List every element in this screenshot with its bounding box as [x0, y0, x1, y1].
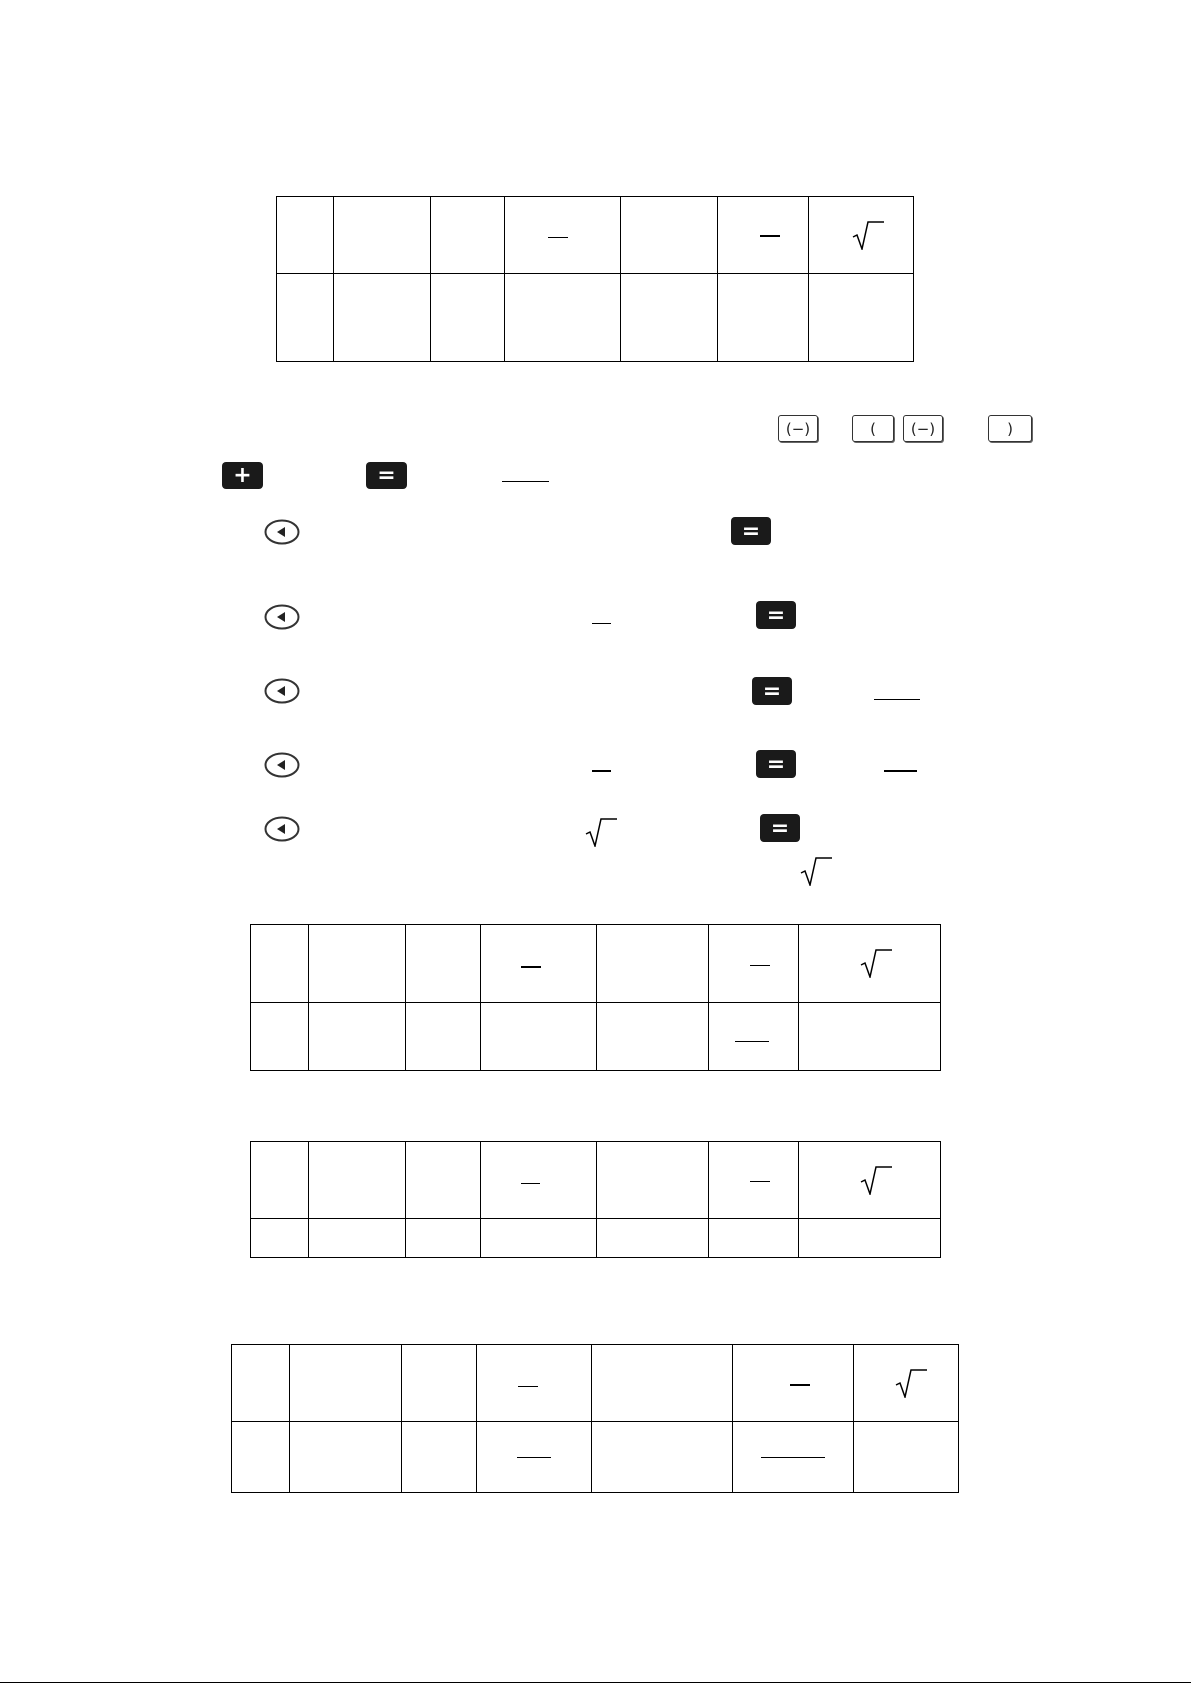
table-3: [250, 1141, 941, 1258]
table-cell: [597, 1219, 709, 1258]
table-cell: [309, 1219, 406, 1258]
table-cell: [709, 1219, 799, 1258]
negative-key-icon: (−): [778, 415, 818, 442]
table-cell: [406, 925, 481, 1003]
table-cell: [232, 1422, 290, 1493]
square-root-icon: [894, 1368, 928, 1398]
square-root-icon: [799, 856, 833, 886]
table-cell: [481, 1219, 597, 1258]
fraction-bar-icon: [735, 1041, 769, 1042]
fraction-bar-icon: [760, 235, 780, 237]
table-4: [231, 1344, 959, 1493]
table-cell: [718, 274, 809, 362]
table-value-row: [277, 274, 914, 362]
table-cell: [597, 1003, 709, 1071]
table-cell: [505, 274, 621, 362]
table-cell: [251, 1142, 309, 1219]
table-cell: [290, 1345, 402, 1422]
table-cell: [402, 1422, 477, 1493]
table-cell: [251, 925, 309, 1003]
table-value-row: [232, 1422, 959, 1493]
table-cell: [277, 274, 334, 362]
left-arrow-key-icon: [264, 604, 300, 630]
table-cell: [251, 1219, 309, 1258]
fraction-bar-icon: [761, 1457, 825, 1458]
table-cell: [309, 1142, 406, 1219]
equals-key-icon: =: [731, 517, 771, 545]
table-cell: [709, 1142, 799, 1219]
fraction-bar-icon: [750, 1181, 770, 1182]
equals-key-icon: =: [756, 750, 796, 778]
fraction-bar-icon: [548, 237, 568, 238]
left-arrow-key-icon: [264, 519, 300, 545]
square-root-icon: [859, 1165, 893, 1195]
table-cell: [481, 1142, 597, 1219]
table-cell: [809, 274, 914, 362]
table-cell: [621, 197, 718, 274]
square-root-icon: [851, 220, 885, 250]
table-cell: [597, 1142, 709, 1219]
fraction-bar-icon: [750, 965, 770, 966]
equals-key-icon: =: [752, 677, 792, 705]
plus-key-icon: +: [222, 462, 263, 489]
table-header-row: [251, 1142, 941, 1219]
fraction-bar-icon: [592, 623, 611, 624]
table-cell: [406, 1219, 481, 1258]
table-cell: [481, 925, 597, 1003]
equals-key-icon: =: [756, 601, 796, 629]
fraction-bar-icon: [874, 699, 920, 700]
table-cell: [290, 1422, 402, 1493]
table-cell: [309, 1003, 406, 1071]
table-cell: [799, 1219, 941, 1258]
table-header-row: [251, 925, 941, 1003]
square-root-icon: [859, 948, 893, 978]
page-bottom-rule: [0, 1682, 1191, 1683]
table-cell: [477, 1345, 592, 1422]
table-cell: [406, 1003, 481, 1071]
left-arrow-key-icon: [264, 752, 300, 778]
negative-key-icon: (−): [903, 415, 943, 442]
close-paren-key-icon: ): [988, 415, 1032, 442]
table-header-row: [232, 1345, 959, 1422]
table-cell: [431, 274, 505, 362]
open-paren-key-icon: (: [852, 415, 894, 442]
fraction-bar-icon: [502, 481, 549, 482]
table-cell: [406, 1142, 481, 1219]
table-cell: [334, 274, 431, 362]
table-cell: [481, 1003, 597, 1071]
table-value-row: [251, 1003, 941, 1071]
table-cell: [402, 1345, 477, 1422]
table-cell: [251, 1003, 309, 1071]
table-cell: [854, 1422, 959, 1493]
table-cell: [592, 1345, 733, 1422]
table-cell: [431, 197, 505, 274]
table-cell: [592, 1422, 733, 1493]
table-cell: [709, 1003, 799, 1071]
fraction-bar-icon: [790, 1384, 810, 1386]
table-cell: [232, 1345, 290, 1422]
table-cell: [505, 197, 621, 274]
fraction-bar-icon: [592, 770, 611, 772]
table-cell: [621, 274, 718, 362]
left-arrow-key-icon: [264, 678, 300, 704]
table-cell: [277, 197, 334, 274]
table-value-row: [251, 1219, 941, 1258]
left-arrow-key-icon: [264, 816, 300, 842]
fraction-bar-icon: [517, 1457, 551, 1458]
fraction-bar-icon: [518, 1386, 538, 1387]
fraction-bar-icon: [521, 966, 541, 968]
equals-key-icon: =: [366, 462, 407, 489]
fraction-bar-icon: [521, 1183, 540, 1184]
table-cell: [709, 925, 799, 1003]
table-header-row: [277, 197, 914, 274]
table-1: [276, 196, 914, 362]
table-cell: [597, 925, 709, 1003]
square-root-icon: [584, 817, 618, 847]
table-cell: [733, 1345, 854, 1422]
fraction-bar-icon: [884, 770, 917, 772]
table-cell: [799, 1003, 941, 1071]
table-cell: [334, 197, 431, 274]
table-2: [250, 924, 941, 1071]
equals-key-icon: =: [760, 814, 800, 842]
table-cell: [309, 925, 406, 1003]
